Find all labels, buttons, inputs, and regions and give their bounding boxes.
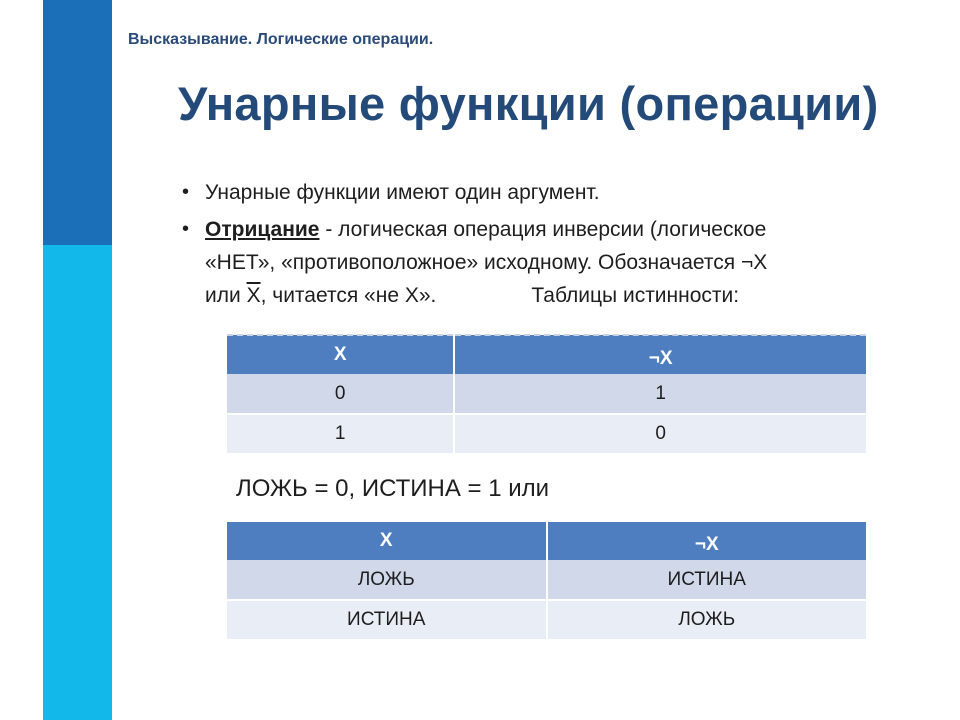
table-header-row <box>227 522 866 560</box>
header-x: X <box>227 335 454 374</box>
equivalence-statement: ЛОЖЬ = 0, ИСТИНА = 1 или <box>236 475 550 502</box>
table-row <box>227 414 866 453</box>
bullet-text-2-line2: «НЕТ», «противоположное» исходному. Обозначается ¬X <box>205 251 768 274</box>
truth-tables-label: Таблицы истинности: <box>531 284 740 307</box>
table-row <box>227 600 866 639</box>
table-cell: 1 <box>227 414 454 453</box>
table-cell: ЛОЖЬ <box>547 600 867 639</box>
table-cell: ЛОЖЬ <box>227 560 547 600</box>
negation-term: Отрицание <box>205 218 320 241</box>
truth-table-numeric <box>227 334 866 453</box>
table-cell: ИСТИНА <box>547 560 867 600</box>
header-not-x: ¬X <box>454 335 866 374</box>
table-header-row <box>227 335 866 374</box>
table-cell: 0 <box>227 374 454 414</box>
accent-bar-bottom <box>43 245 112 720</box>
bullet-text-2-line3b: , читается «не X». <box>260 284 437 307</box>
bullet-item-2 <box>182 213 942 312</box>
slide-title: Унарные функции (операции) <box>178 77 879 130</box>
table-cell: 0 <box>454 414 866 453</box>
table-cell: ИСТИНА <box>227 600 547 639</box>
truth-table-words <box>227 522 866 639</box>
x-overline: $\overline{X}$ <box>246 284 261 307</box>
table-row <box>227 560 866 600</box>
slide-subtitle: Высказывание. Логические операции. <box>128 31 434 48</box>
header-x: X <box>227 522 547 560</box>
table-cell: 1 <box>454 374 866 414</box>
bullet-list <box>182 176 942 312</box>
bullet-item-1 <box>182 176 942 209</box>
bullet-text-1: Унарные функции имеют один аргумент. <box>205 181 600 204</box>
bullet-text-2-line3a: или <box>205 284 247 307</box>
bullet-text-2-line1: - логическая операция инверсии (логическое <box>319 218 767 241</box>
header-not-x: ¬X <box>547 522 867 560</box>
table-row <box>227 374 866 414</box>
accent-bar-top <box>43 0 112 245</box>
